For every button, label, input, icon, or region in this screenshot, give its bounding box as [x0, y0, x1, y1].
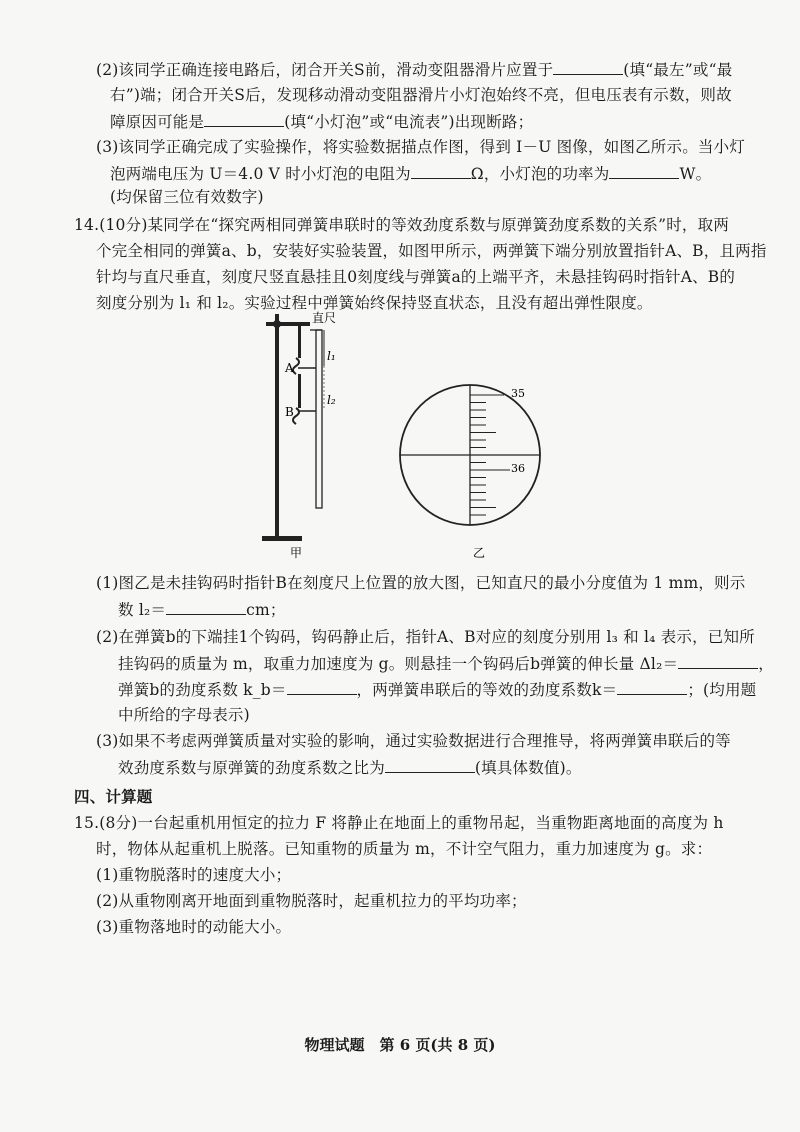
stand-pole — [275, 314, 279, 540]
answer-blank-slider-position[interactable] — [553, 58, 623, 75]
q14-line3: 针均与直尺垂直，刻度尺竖直悬挂且0刻度线与弹簧a的上端平齐，未悬挂钩码时指针A、B的 — [96, 268, 736, 286]
stand-base — [262, 536, 302, 541]
scale-label-35: 35 — [511, 387, 525, 400]
answer-blank-l2[interactable] — [166, 598, 246, 615]
ruler — [316, 330, 322, 508]
clamp-knob — [273, 320, 281, 328]
q14-line4: 刻度分别为 l₁ 和 l₂。实验过程中弹簧始终保持竖直状态，且没有超出弹性限度。 — [96, 294, 653, 312]
q13-part2-line3: 障原因可能是 (填“小灯泡”或“电流表”)出现断路； — [110, 110, 533, 133]
pointer-b-label: B — [285, 405, 294, 419]
q14-line2: 个完全相同的弹簧a、b，安装好实验装置，如图甲所示，两弹簧下端分别放置指针A、B，且两指 — [96, 242, 767, 260]
q14-sub2-line2: 挂钩码的质量为 m，取重力加速度为 g。则悬挂一个钩码后b弹簧的伸长量 Δl₂＝ ， — [118, 652, 774, 675]
section-title: 四、计算题 — [74, 787, 153, 806]
q15-sub1: (1)重物脱落时的速度大小； — [96, 866, 292, 884]
answer-blank-k[interactable] — [617, 678, 687, 695]
q13-part3-line1: (3)该同学正确完成了实验操作，将实验数据描点作图，得到 I－U 图像，如图乙所示。当小灯 — [96, 138, 745, 156]
spring-hook-a — [293, 358, 299, 374]
answer-blank-ratio[interactable] — [385, 756, 475, 773]
pointer-a-label: A — [285, 361, 294, 375]
l1-label: l₁ — [327, 349, 336, 363]
answer-blank-resistance[interactable] — [411, 162, 471, 179]
q15-line1: 15.(8分)一台起重机用恒定的拉力 F 将静止在地面上的重物吊起，当重物距离地面的高度为 h — [74, 814, 724, 832]
q14-line1: 14.(10分)某同学在“探究两相同弹簧串联时的等效劲度系数与原弹簧劲度系数的关系”时，取两 — [74, 216, 730, 234]
q14-sub2-line3: 弹簧b的劲度系数 k_b＝ ，两弹簧串联后的等效的劲度系数k＝ ；(均用题 — [118, 678, 756, 701]
q15-line2: 时，物体从起重机上脱落。已知重物的质量为 m，不计空气阻力，重力加速度为 g。求： — [96, 840, 713, 858]
spring-b — [298, 374, 301, 408]
q14-sub1-line1: (1)图乙是未挂钩码时指针B在刻度尺上位置的放大图，已知直尺的最小分度值为 1 mm，则示 — [96, 574, 746, 592]
spring-a — [298, 326, 301, 358]
q13-part2-line1: (2)该同学正确连接电路后，闭合开关S前，滑动变阻器滑片应置于 (填“最左”或“最 — [96, 58, 732, 81]
q15-sub2: (2)从重物刚离开地面到重物脱落时，起重机拉力的平均功率； — [96, 892, 527, 910]
scale-label-36: 36 — [511, 462, 525, 475]
q13-part3-line2: 泡两端电压为 U＝4.0 V 时小灯泡的电阻为 Ω，小灯泡的功率为 W。 — [110, 162, 711, 185]
q14-sub2-line4: 中所给的字母表示) — [118, 706, 250, 724]
q14-sub3-line1: (3)如果不考虑两弹簧质量对实验的影响，通过实验数据进行合理推导，将两弹簧串联后的等 — [96, 732, 731, 750]
q14-sub3-line2: 效劲度系数与原弹簧的劲度系数之比为 (填具体数值)。 — [118, 756, 582, 779]
caption-jia: 甲 — [290, 546, 303, 560]
ruler-label: 直尺 — [312, 311, 337, 325]
stand-arm — [266, 322, 310, 326]
figure-jia-apparatus — [262, 310, 336, 560]
caption-yi: 乙 — [473, 546, 486, 560]
q13-part2-line2: 右”)端；闭合开关S后，发现移动滑动变阻器滑片小灯泡始终不亮，但电压表有示数，则故 — [110, 86, 732, 104]
answer-blank-kb[interactable] — [287, 678, 357, 695]
answer-blank-delta-l2[interactable] — [678, 652, 758, 669]
q13-part3-line3: (均保留三位有效数字) — [110, 188, 264, 206]
q14-sub1-line2: 数 l₂＝ cm； — [118, 598, 286, 621]
answer-blank-power[interactable] — [609, 162, 679, 179]
q14-figure — [0, 300, 800, 570]
q14-sub2-line1: (2)在弹簧b的下端挂1个钩码，钩码静止后，指针A、B对应的刻度分别用 l₃ 和 l₄ 表示，已知所 — [96, 628, 755, 646]
answer-blank-fault[interactable] — [204, 110, 284, 127]
page-footer: 物理试题 第 6 页(共 8 页) — [304, 1036, 496, 1054]
q15-sub3: (3)重物落地时的动能大小。 — [96, 918, 292, 936]
l2-label: l₂ — [327, 393, 336, 407]
figure-yi-magnifier — [400, 385, 540, 560]
